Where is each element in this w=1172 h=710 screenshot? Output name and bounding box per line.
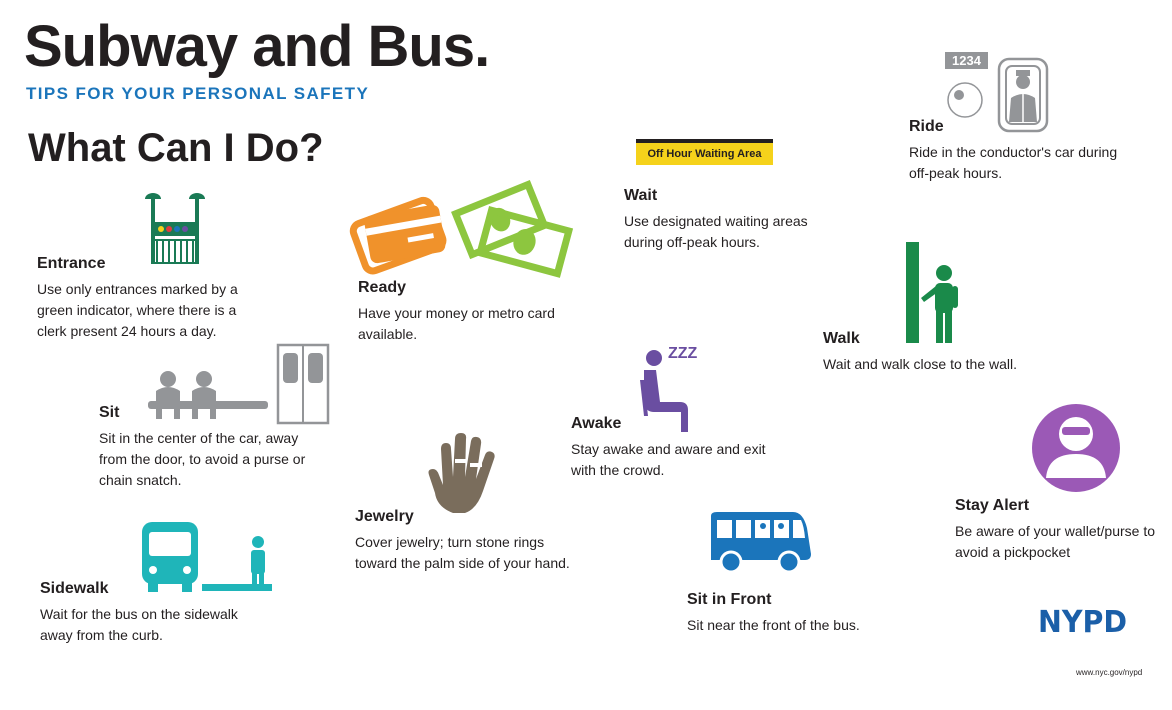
ride-title: Ride — [909, 118, 944, 135]
section-heading: What Can I Do? — [28, 126, 324, 170]
pickpocket-icon — [1030, 402, 1122, 494]
subway-entrance-icon — [140, 190, 210, 270]
jewelry-title: Jewelry — [355, 508, 414, 525]
hand-icon — [425, 433, 510, 518]
page-title: Subway and Bus. — [24, 14, 490, 79]
person-by-wall-icon — [900, 240, 970, 345]
entrance-title: Entrance — [37, 255, 106, 272]
awake-text: Stay awake and aware and exit with the crowd. — [571, 441, 766, 478]
ready-text: Have your money or metro card available. — [358, 305, 555, 342]
wait-title: Wait — [624, 187, 658, 204]
sidewalk-title: Sidewalk — [40, 580, 109, 597]
off-hour-waiting-sign: Off Hour Waiting Area — [636, 139, 773, 165]
ready-title: Ready — [358, 279, 407, 296]
cards-and-cash-icon — [345, 180, 580, 280]
stay-alert-title: Stay Alert — [955, 497, 1030, 514]
sit-text: Sit in the center of the car, away from the door, to avoid a purse or chain snatch. — [99, 430, 306, 488]
jewelry-text: Cover jewelry; turn stone rings toward the palm side of your hand. — [355, 534, 570, 571]
conductor-icon — [996, 56, 1050, 134]
entrance-text: Use only entrances marked by a green indicator, where there is a clerk present 24 hours a day. — [37, 281, 238, 339]
awake-title: Awake — [571, 415, 622, 432]
mta-logo-icon — [945, 80, 985, 120]
sit-title: Sit — [99, 404, 120, 421]
bus-stop-icon — [140, 520, 275, 594]
seated-passengers-icon — [148, 343, 333, 425]
walk-title: Walk — [823, 330, 860, 347]
bus-icon — [707, 510, 813, 576]
page-subtitle: TIPS FOR YOUR PERSONAL SAFETY — [26, 84, 370, 103]
seated-awake-person-icon — [636, 340, 716, 435]
sidewalk-text: Wait for the bus on the sidewalk away from the curb. — [40, 606, 238, 643]
svg-text:ZZZ: ZZZ — [668, 345, 698, 362]
sit-front-title: Sit in Front — [687, 591, 772, 608]
nypd-logo: NYPD — [1038, 605, 1128, 640]
sit-front-text: Sit near the front of the bus. — [687, 617, 860, 633]
wait-text: Use designated waiting areas during off-peak hours. — [624, 213, 808, 250]
footer-url[interactable]: www.nyc.gov/nypd — [1076, 668, 1143, 677]
stay-alert-text: Be aware of your wallet/purse to avoid a pickpocket — [955, 523, 1155, 560]
ride-text: Ride in the conductor's car during off-peak hours. — [909, 144, 1118, 181]
car-number-badge: 1234 — [945, 52, 988, 69]
walk-text: Wait and walk close to the wall. — [823, 356, 1018, 372]
